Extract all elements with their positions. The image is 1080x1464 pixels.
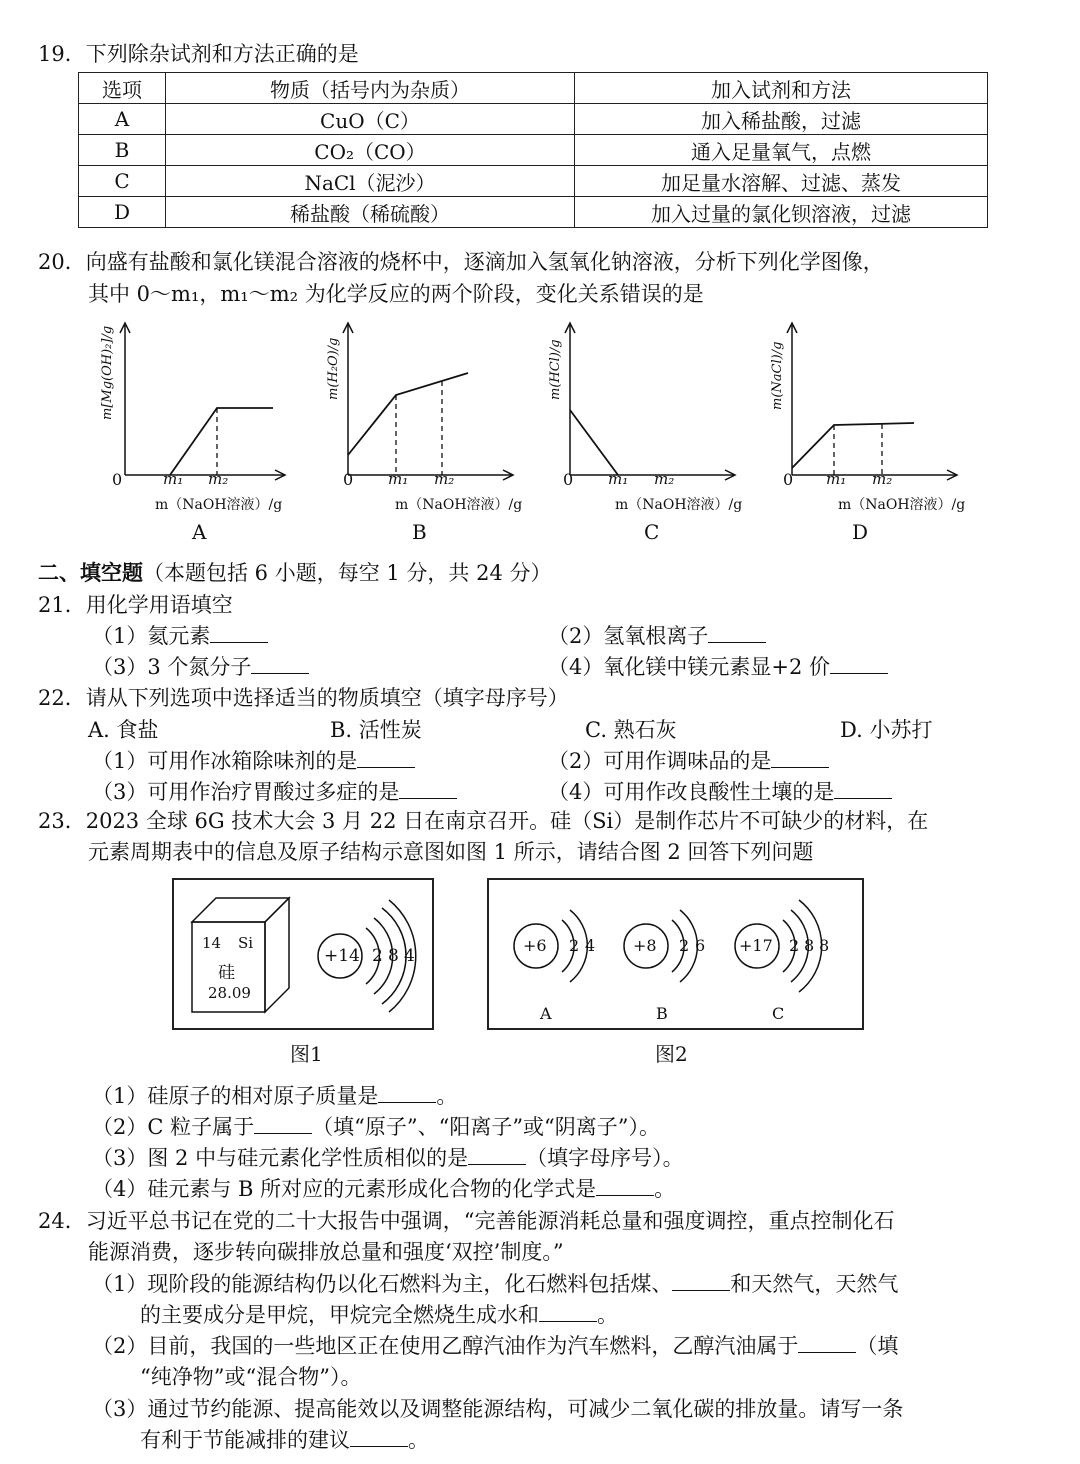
answer-blank[interactable] <box>251 655 309 674</box>
x-axis-label: m（NaOH溶液）/g <box>155 497 283 513</box>
item-text: 。 <box>597 1303 618 1327</box>
answer-blank[interactable] <box>350 1428 408 1447</box>
table-header: 选项 <box>79 73 166 104</box>
item-text: （1）硅原子的相对原子质量是 <box>92 1084 379 1108</box>
item-text: （1）可用作冰箱除味剂的是 <box>92 749 358 773</box>
item-text: （1）现阶段的能源结构仍以化石燃料为主，化石燃料包括煤、 <box>92 1272 673 1296</box>
m1-label: m₁ <box>608 470 629 488</box>
table-cell: A <box>79 104 166 135</box>
item-text: （3）可用作治疗胃酸过多症的是 <box>92 780 400 804</box>
section-note: （本题包括 6 小题，每空 1 分，共 24 分） <box>143 561 552 585</box>
table-cell: 加入稀盐酸，过滤 <box>575 104 988 135</box>
answer-blank[interactable] <box>672 1272 730 1291</box>
answer-blank[interactable] <box>210 624 268 643</box>
q20-line1: 20．向盛有盐酸和氯化镁混合溶液的烧杯中，逐滴加入氢氧化钠溶液，分析下列化学图像， <box>38 250 884 274</box>
shell-electrons: 2 <box>569 936 580 955</box>
m2-label: m₂ <box>208 470 229 488</box>
table-header: 加入试剂和方法 <box>575 73 988 104</box>
section-title: 二、填空题 <box>38 560 143 585</box>
x-axis-label: m（NaOH溶液）/g <box>395 497 523 513</box>
item-text: 。 <box>408 1428 429 1452</box>
m2-label: m₂ <box>434 470 455 488</box>
item-text: （2）氢氧根离子 <box>548 624 709 648</box>
q24-line1: 24．习近平总书记在党的二十大报告中强调，“完善能源消耗总量和强度调控，重点控制化石 <box>38 1209 895 1233</box>
item-text: 有利于节能减排的建议 <box>140 1428 350 1452</box>
origin: 0 <box>343 470 354 489</box>
answer-blank[interactable] <box>468 1146 526 1165</box>
table-cell: NaCl（泥沙） <box>166 166 575 197</box>
q21-item <box>548 651 888 681</box>
answer-blank[interactable] <box>539 1303 597 1322</box>
graph-letter: C <box>644 520 660 544</box>
option: A. 食盐 <box>88 718 159 742</box>
m1-label: m₁ <box>388 470 409 488</box>
shell-electrons: 8 <box>819 936 830 955</box>
item-text: （4）氧化镁中镁元素显+2 价 <box>548 655 830 679</box>
q22-item <box>548 745 829 775</box>
shell-electrons: 4 <box>404 946 415 966</box>
graph-letter: D <box>852 520 869 544</box>
table-row <box>79 197 988 228</box>
m2-label: m₂ <box>654 470 675 488</box>
answer-blank[interactable] <box>254 1115 312 1134</box>
q22-item <box>548 776 892 806</box>
atom-label: C <box>772 1004 785 1023</box>
answer-blank[interactable] <box>771 749 829 768</box>
table-row <box>79 135 988 166</box>
q24-item-2-cont: “纯净物”或“混合物”）。 <box>140 1365 362 1389</box>
item-text: 。 <box>436 1084 458 1108</box>
item-text: 。 <box>654 1177 676 1201</box>
option: B. 活性炭 <box>330 718 422 742</box>
q24-item-2 <box>92 1330 898 1360</box>
shell-electrons: 2 <box>679 936 690 955</box>
q21-item <box>548 620 766 650</box>
q23-item <box>92 1111 660 1141</box>
q19-title: 19．下列除杂试剂和方法正确的是 <box>38 42 359 66</box>
table-cell: 稀盐酸（稀硫酸） <box>166 197 575 228</box>
m1-label: m₁ <box>826 470 847 488</box>
q21-title: 21．用化学用语填空 <box>38 593 233 617</box>
figure-2-caption: 图2 <box>655 1042 688 1066</box>
item-text: （1）氦元素 <box>92 624 211 648</box>
atom-label: B <box>656 1004 668 1023</box>
figure-1-caption: 图1 <box>290 1042 323 1066</box>
item-text: （填“原子”、“阳离子”或“阴离子”）。 <box>312 1115 661 1139</box>
shell-electrons: 2 <box>789 936 800 955</box>
shell-electrons: 2 <box>372 946 383 966</box>
item-text: （4）可用作改良酸性土壤的是 <box>548 780 835 804</box>
nucleus-charge: +14 <box>324 946 360 966</box>
q24-item-3: （3）通过节约能源、提高能效以及调整能源结构，可减少二氧化碳的排放量。请写一条 <box>92 1397 904 1421</box>
answer-blank[interactable] <box>798 1334 856 1353</box>
option: C. 熟石灰 <box>585 718 677 742</box>
item-text: （填 <box>856 1334 899 1358</box>
figure-1 <box>172 878 434 1030</box>
item-text: （3）图 2 中与硅元素化学性质相似的是 <box>92 1146 469 1170</box>
m1-label: m₁ <box>163 470 184 488</box>
table-cell: 加足量水溶解、过滤、蒸发 <box>575 166 988 197</box>
item-text: （2）目前，我国的一些地区正在使用乙醇汽油作为汽车燃料，乙醇汽油属于 <box>92 1334 799 1358</box>
q21-item <box>92 651 309 681</box>
item-text: （4）硅元素与 B 所对应的元素形成化合物的化学式是 <box>92 1177 597 1201</box>
q23-item <box>92 1173 675 1203</box>
table-cell: B <box>79 135 166 166</box>
table-cell: D <box>79 197 166 228</box>
m2-label: m₂ <box>872 470 893 488</box>
y-axis-label: m(H₂O)/g <box>326 337 341 400</box>
q19-table <box>78 72 988 228</box>
item-text: （3）3 个氮分子 <box>92 655 252 679</box>
figure-2 <box>487 878 864 1030</box>
table-row <box>79 166 988 197</box>
item-text: （填字母序号）。 <box>526 1146 684 1170</box>
origin: 0 <box>783 470 794 489</box>
x-axis-label: m（NaOH溶液）/g <box>615 497 743 513</box>
section-2-heading <box>38 557 552 587</box>
option: D. 小苏打 <box>840 718 933 742</box>
table-cell: CuO（C） <box>166 104 575 135</box>
item-text: 和天然气，天然气 <box>730 1272 899 1296</box>
answer-blank[interactable] <box>378 1084 436 1103</box>
q23-line2: 元素周期表中的信息及原子结构示意图如图 1 所示，请结合图 2 回答下列问题 <box>88 840 814 864</box>
q24-item-1 <box>92 1268 898 1298</box>
item-text: （2）C 粒子属于 <box>92 1115 255 1139</box>
nucleus-charge: +6 <box>523 936 547 955</box>
q22-item <box>92 745 415 775</box>
table-cell: 加入过量的氯化钡溶液，过滤 <box>575 197 988 228</box>
answer-blank[interactable] <box>834 780 892 799</box>
shell-electrons: 8 <box>804 936 815 955</box>
nucleus-charge: +8 <box>633 936 657 955</box>
shell-electrons: 4 <box>585 936 596 955</box>
nucleus-charge: +17 <box>739 936 773 955</box>
item-text: 的主要成分是甲烷，甲烷完全燃烧生成水和 <box>140 1303 539 1327</box>
q20-line2: 其中 0～m₁，m₁～m₂ 为化学反应的两个阶段，变化关系错误的是 <box>88 282 704 306</box>
element-name: 硅 <box>218 963 235 983</box>
answer-blank[interactable] <box>357 749 415 768</box>
shell-electrons: 8 <box>388 946 399 966</box>
answer-blank[interactable] <box>399 780 457 799</box>
graph-a <box>95 315 295 515</box>
answer-blank[interactable] <box>830 655 888 674</box>
table-cell: C <box>79 166 166 197</box>
table-header: 物质（括号内为杂质） <box>166 73 575 104</box>
table-cell: 通入足量氧气，点燃 <box>575 135 988 166</box>
q24-item-1-cont <box>140 1299 618 1329</box>
atomic-mass: 28.09 <box>208 984 251 1002</box>
graph-letter: B <box>412 520 427 544</box>
atom-label: A <box>540 1004 552 1023</box>
q24-item-3-cont <box>140 1424 429 1454</box>
shell-electrons: 6 <box>695 936 706 955</box>
y-axis-label: m[Mg(OH)₂]/g <box>100 325 115 420</box>
q23-line1: 23．2023 全球 6G 技术大会 3 月 22 日在南京召开。硅（Si）是制作芯片不可缺少的材料，在 <box>38 809 929 833</box>
item-text: （2）可用作调味品的是 <box>548 749 772 773</box>
y-axis-label: m(NaCl)/g <box>770 341 785 410</box>
q23-item <box>92 1080 457 1110</box>
y-axis-label: m(HCl)/g <box>548 339 563 400</box>
x-axis-label: m（NaOH溶液）/g <box>838 497 966 513</box>
atomic-number: 14 <box>202 934 222 952</box>
element-symbol: Si <box>238 934 254 952</box>
table-row <box>79 104 988 135</box>
table-cell: CO₂（CO） <box>166 135 575 166</box>
origin: 0 <box>563 470 574 489</box>
answer-blank[interactable] <box>596 1177 654 1196</box>
answer-blank[interactable] <box>708 624 766 643</box>
graph-letter: A <box>192 520 207 544</box>
q22-item <box>92 776 457 806</box>
q23-item <box>92 1142 684 1172</box>
q22-title: 22．请从下列选项中选择适当的物质填空（填字母序号） <box>38 686 569 710</box>
origin: 0 <box>112 470 123 489</box>
q21-item <box>92 620 268 650</box>
q24-line2: 能源消费，逐步转向碳排放总量和强度‘双控’制度。” <box>88 1240 564 1264</box>
